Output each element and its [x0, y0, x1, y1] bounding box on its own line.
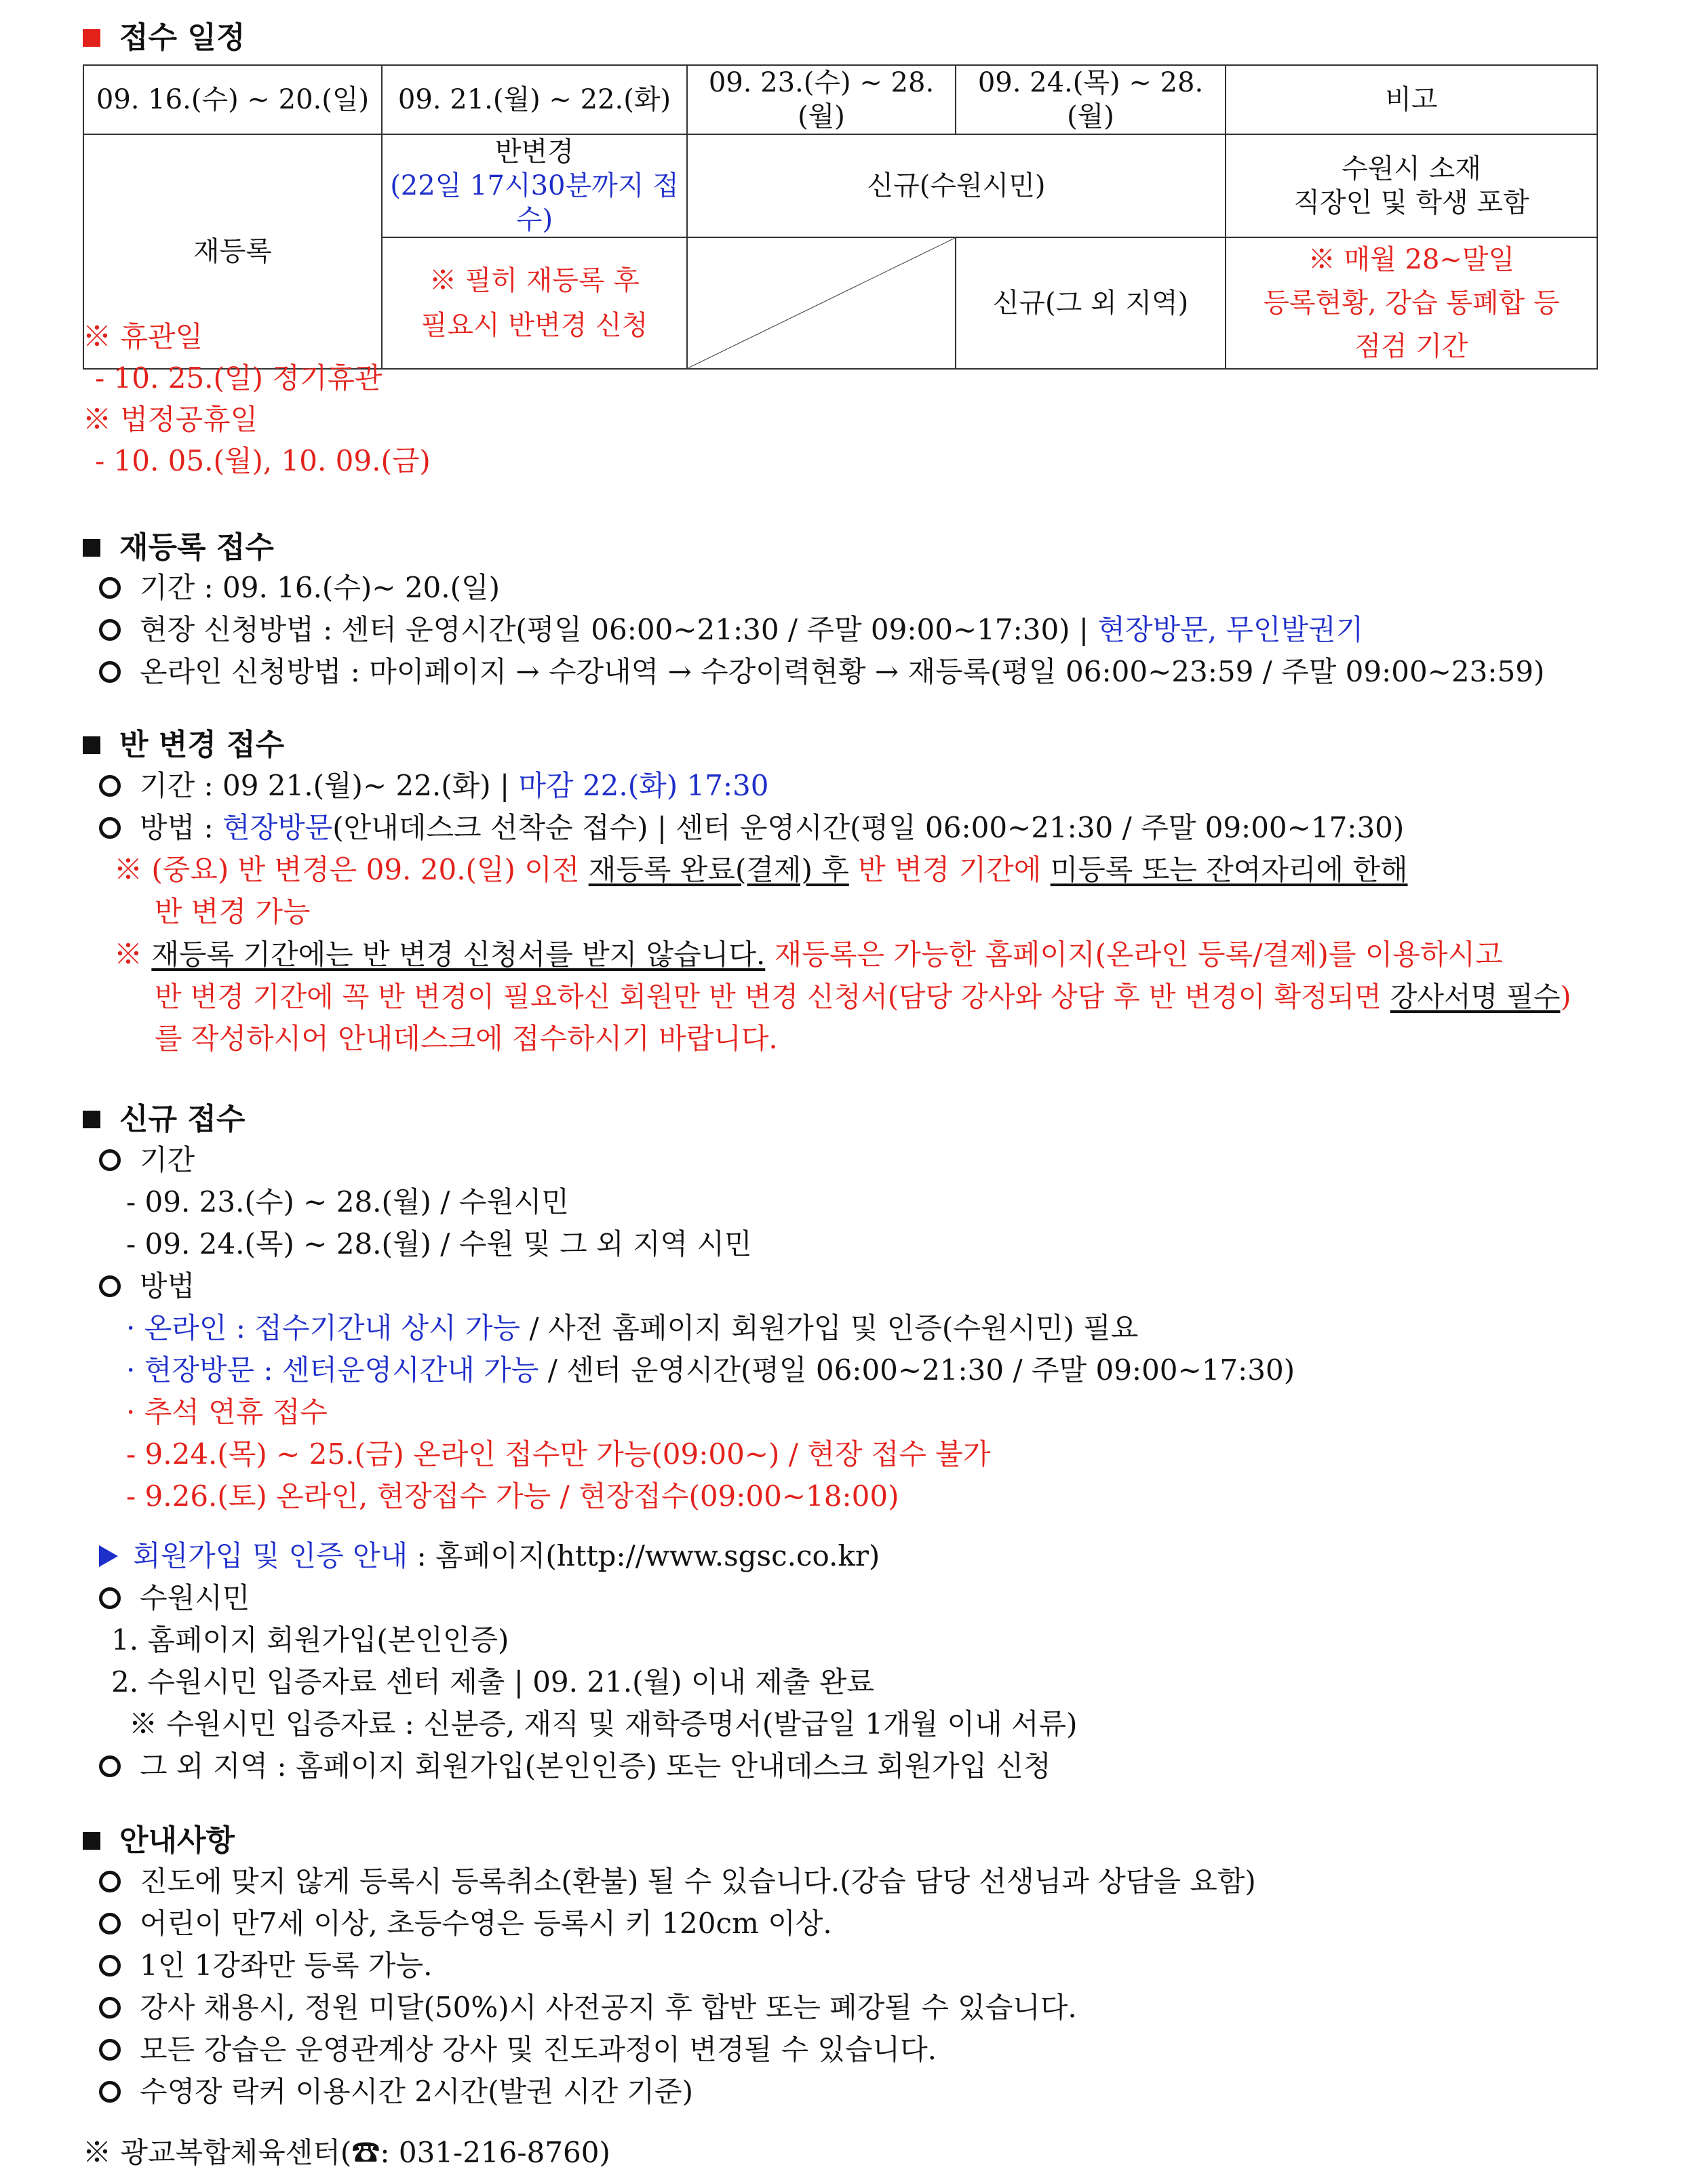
black-square-icon — [83, 539, 100, 557]
remark-line: 수원시 소재 — [1342, 153, 1481, 184]
class-change-note-2-end: 를 작성하시어 안내데스크에 접수하시기 바랍니다. — [155, 1022, 778, 1055]
new-reg-chuseok-1: - 9.24.(목) ~ 25.(금) 온라인 접수만 가능(09:00~) / 현장 접수 불가 — [126, 1437, 991, 1471]
notice-item: 진도에 맞지 않게 등록시 등록취소(환불) 될 수 있습니다.(강습 담당 선생님과 상담을 요함) — [99, 1865, 1256, 1899]
empty-diagonal-cell — [687, 237, 956, 369]
schedule-header-cell: 비고 — [1226, 65, 1597, 134]
remark-red-line: 점검 기간 — [1354, 331, 1468, 362]
class-change-cell — [382, 134, 687, 237]
class-change-note: ※ 필히 재등록 후 — [429, 265, 640, 296]
membership-suwon-title: 수원시민 — [99, 1581, 250, 1615]
new-reg-method-title: 방법 — [99, 1269, 195, 1303]
membership-other: 그 외 지역 : 홈페이지 회원가입(본인인증) 또는 안내데스크 회원가입 신청 — [99, 1749, 1051, 1783]
schedule-table — [83, 64, 1598, 370]
class-change-note-1: ※ (중요) 반 변경은 09. 20.(일) 이전 재등록 완료(결제) 후 반 변경 기간에 미등록 또는 잔여자리에 한해 — [114, 853, 1408, 886]
closed-day-date: - 10. 25.(일) 정기휴관 — [95, 361, 383, 395]
notice-item: 어린이 만7세 이상, 초등수영은 등록시 키 120cm 이상. — [99, 1907, 832, 1941]
reregister-onsite: 현장 신청방법 : 센터 운영시간(평일 06:00~21:30 / 주말 09:00~17:30) | 현장방문, 무인발권기 — [99, 613, 1363, 647]
black-square-icon — [83, 1111, 100, 1128]
class-change-method: 방법 : 현장방문(안내데스크 선착순 접수) | 센터 운영시간(평일 06:00~21:30 / 주말 09:00~17:30) — [99, 811, 1404, 845]
diagonal-line — [688, 238, 955, 368]
notice-item: 1인 1강좌만 등록 가능. — [99, 1949, 432, 1983]
circle-bullet-icon — [99, 661, 121, 683]
new-reg-visit: · 현장방문 : 센터운영시간내 가능 / 센터 운영시간(평일 06:00~21:30 / 주말 09:00~17:30) — [126, 1353, 1295, 1387]
new-reg-online: · 온라인 : 접수기간내 상시 가능 / 사전 홈페이지 회원가입 및 인증(수원시민) 필요 — [126, 1311, 1139, 1345]
class-change-title: 반변경 — [495, 136, 574, 167]
circle-bullet-icon — [99, 1913, 121, 1934]
circle-bullet-icon — [99, 577, 121, 599]
new-reg-period-title: 기간 — [99, 1143, 195, 1177]
new-reg-chuseok-2: - 9.26.(토) 온라인, 현장접수 가능 / 현장접수(09:00~18:00) — [126, 1480, 899, 1513]
red-square-icon — [83, 29, 100, 47]
new-other-cell: 신규(그 외 지역) — [956, 237, 1226, 369]
closed-day-title: ※ 휴관일 — [83, 320, 203, 353]
circle-bullet-icon — [99, 1871, 121, 1892]
class-change-period: 기간 : 09 21.(월)~ 22.(화) | 마감 22.(화) 17:30 — [99, 769, 769, 803]
schedule-header-cell: 09. 23.(수) ~ 28.(월) — [687, 65, 956, 134]
new-reg-heading: 신규 접수 — [83, 1102, 245, 1137]
circle-bullet-icon — [99, 2081, 121, 2103]
circle-bullet-icon — [99, 1955, 121, 1977]
schedule-header-cell: 09. 24.(목) ~ 28.(월) — [956, 65, 1226, 134]
black-square-icon — [83, 736, 100, 754]
class-change-note-2-cont: 반 변경 기간에 꼭 반 변경이 필요하신 회원만 반 변경 신청서(담당 강사와 상담 후 반 변경이 확정되면 강사서명 필수) — [155, 980, 1571, 1013]
circle-bullet-icon — [99, 2039, 121, 2061]
class-change-note-2: ※ 재등록 기간에는 반 변경 신청서를 받지 않습니다. 재등록은 가능한 홈페이지(온라인 등록/결제)를 이용하시고 — [114, 938, 1503, 971]
circle-bullet-icon — [99, 1997, 121, 2019]
class-change-note-1-cont: 반 변경 가능 — [155, 895, 311, 928]
reregister-period: 기간 : 09. 16.(수)~ 20.(일) — [99, 571, 500, 605]
circle-bullet-icon — [99, 1149, 121, 1171]
schedule-header-cell: 09. 21.(월) ~ 22.(화) — [382, 65, 687, 134]
public-holiday-title: ※ 법정공휴일 — [83, 403, 258, 436]
circle-bullet-icon — [99, 817, 121, 839]
reregister-online: 온라인 신청방법 : 마이페이지 → 수강내역 → 수강이력현황 → 재등록(평일 06:00~23:59 / 주말 09:00~23:59) — [99, 655, 1544, 689]
triangle-bullet-icon — [99, 1545, 118, 1567]
class-change-note-cell — [382, 237, 687, 369]
class-change-heading: 반 변경 접수 — [83, 728, 284, 763]
black-square-icon — [83, 1832, 100, 1850]
circle-bullet-icon — [99, 775, 121, 797]
membership-step-1: 1. 홈페이지 회원가입(본인인증) — [111, 1623, 509, 1656]
public-holiday-dates: - 10. 05.(월), 10. 09.(금) — [95, 444, 431, 477]
notice-item: 수영장 락커 이용시간 2시간(발권 시간 기준) — [99, 2075, 693, 2109]
circle-bullet-icon — [99, 1275, 121, 1297]
membership-proof: ※ 수원시민 입증자료 : 신분증, 재직 및 재학증명서(발급일 1개월 이내 서류) — [129, 1707, 1078, 1741]
new-reg-chuseok: · 추석 연휴 접수 — [126, 1395, 328, 1429]
membership-title: 회원가입 및 인증 안내 : 홈페이지(http://www.sgsc.co.kr) — [99, 1539, 880, 1573]
new-suwon-cell: 신규(수원시민) — [687, 134, 1226, 237]
notice-item: 모든 강습은 운영관계상 강사 및 진도과정이 변경될 수 있습니다. — [99, 2033, 937, 2067]
remark-red-cell — [1226, 237, 1597, 369]
circle-bullet-icon — [99, 619, 121, 641]
footer-contact: ※ 광교복합체육센터(☎: 031-216-8760) — [83, 2136, 610, 2169]
class-change-deadline: (22일 17시30분까지 접수) — [390, 170, 679, 235]
circle-bullet-icon — [99, 1755, 121, 1777]
new-reg-period-2: - 09. 24.(목) ~ 28.(월) / 수원 및 그 외 지역 시민 — [126, 1227, 752, 1260]
membership-step-2: 2. 수원시민 입증자료 센터 제출 | 09. 21.(월) 이내 제출 완료 — [111, 1665, 874, 1699]
remark-red-line: 등록현황, 강습 통폐합 등 — [1263, 287, 1560, 319]
schedule-heading: 접수 일정 — [83, 20, 245, 56]
phone-icon: ☎ — [351, 2136, 380, 2169]
notice-heading: 안내사항 — [83, 1823, 235, 1859]
remark-line: 직장인 및 학생 포함 — [1293, 187, 1529, 218]
class-change-note: 필요시 반변경 신청 — [420, 310, 648, 341]
remark-cell — [1226, 134, 1597, 237]
circle-bullet-icon — [99, 1587, 121, 1609]
remark-red-line: ※ 매월 28~말일 — [1308, 244, 1515, 275]
schedule-header-cell: 09. 16.(수) ~ 20.(일) — [83, 65, 382, 134]
reregister-heading: 재등록 접수 — [83, 530, 274, 565]
reregister-cell: 재등록 — [83, 134, 382, 369]
new-reg-period-1: - 09. 23.(수) ~ 28.(월) / 수원시민 — [126, 1185, 569, 1218]
notice-item: 강사 채용시, 정원 미달(50%)시 사전공지 후 합반 또는 폐강될 수 있습니다. — [99, 1991, 1077, 2025]
